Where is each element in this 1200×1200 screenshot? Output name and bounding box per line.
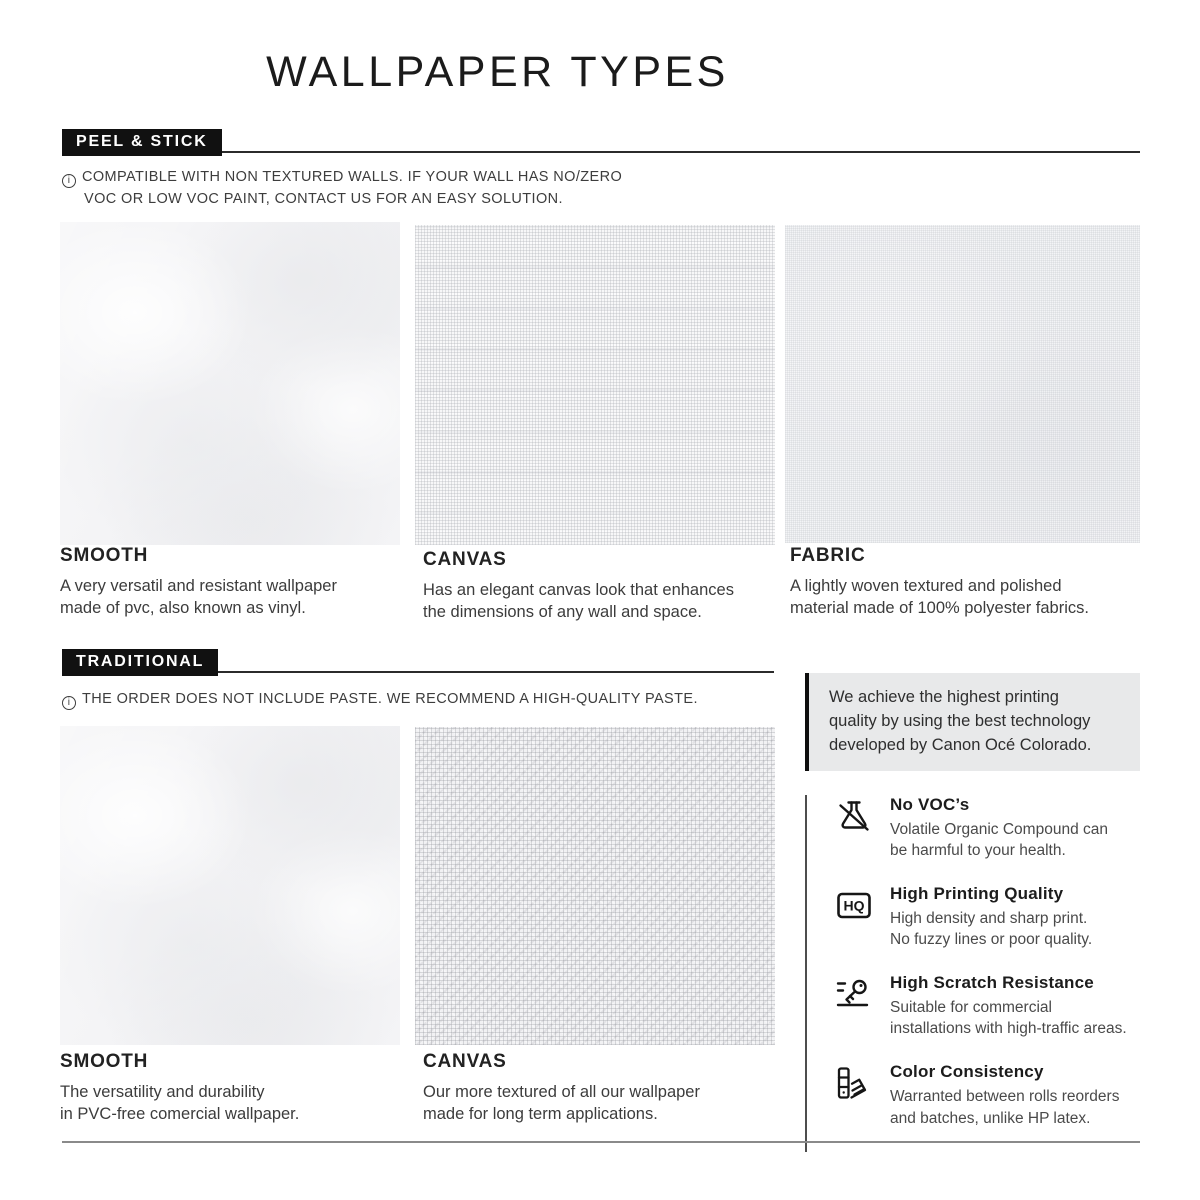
feature-title: High Scratch Resistance [890,973,1094,993]
caption-peel-canvas [423,549,793,624]
hq-badge-icon [834,885,874,925]
swatch-description [60,576,430,620]
page-title: WALLPAPER TYPES [266,48,729,96]
swatch-peel-smooth-texture [60,222,400,545]
traditional-note-line [62,688,698,710]
callout-line: We achieve the highest printing [829,688,1059,706]
swatch-name: FABRIC [790,545,866,566]
feature-no-vocs [834,795,1150,861]
swatch-description [60,1082,430,1126]
desc-line: High density and sharp print. [890,910,1088,928]
swatch-name: SMOOTH [60,1051,149,1072]
desc-line: made for long term applications. [423,1104,658,1123]
feature-title: High Printing Quality [890,884,1064,904]
section-badge-traditional: TRADITIONAL [62,649,218,676]
desc-line: The versatility and durability [60,1083,265,1101]
swatch-peel-fabric-texture [785,225,1140,543]
feature-list [805,795,1150,1152]
callout-line: quality by using the best technology [829,711,1091,730]
desc-line: Our more textured of all our wallpaper [423,1083,700,1101]
swatch-description [423,580,793,624]
swatch-description [423,1082,793,1126]
desc-line: and batches, unlike HP latex. [890,1109,1091,1127]
desc-line: A very versatil and resistant wallpaper [60,577,337,595]
feature-high-printing-quality [834,884,1150,950]
feature-text [890,1062,1119,1128]
note-text: THE ORDER DOES NOT INCLUDE PASTE. WE RECOMMEND A HIGH-QUALITY PASTE. [82,691,698,707]
desc-line: installations with high-traffic areas. [890,1020,1127,1038]
desc-line: material made of 100% polyester fabrics. [790,598,1089,617]
svg-text:HQ: HQ [843,897,865,914]
desc-line: the dimensions of any wall and space. [423,602,702,621]
desc-line: Volatile Organic Compound can [890,821,1108,838]
desc-line: Warranted between rolls reorders [890,1088,1120,1106]
feature-title: Color Consistency [890,1062,1044,1082]
swatch-traditional-canvas-texture [415,727,775,1045]
no-voc-flask-icon [834,796,874,836]
color-swatches-icon [834,1063,874,1103]
feature-text [890,884,1092,950]
desc-line: No fuzzy lines or poor quality. [890,931,1093,949]
caption-traditional-canvas [423,1051,793,1126]
feature-description [890,908,1092,950]
swatch-name: SMOOTH [60,545,149,566]
desc-line: be harmful to your health. [890,842,1066,860]
callout-line: developed by Canon Océ Colorado. [829,735,1092,754]
desc-line: Has an elegant canvas look that enhances [423,581,734,599]
desc-line: Suitable for commercial [890,999,1052,1017]
peel-stick-note [62,166,622,210]
feature-title: No VOC’s [890,795,970,814]
printing-quality-callout [805,673,1140,771]
feature-description [890,997,1127,1039]
caption-peel-smooth [60,545,430,620]
caption-traditional-smooth [60,1051,430,1126]
peel-stick-note-line1 [62,166,622,188]
feature-description [890,819,1108,861]
feature-description [890,1086,1119,1128]
traditional-note [62,688,698,710]
swatch-name: CANVAS [423,1051,507,1072]
swatch-traditional-smooth-texture [60,726,400,1045]
scratch-key-icon [834,974,874,1014]
desc-line: made of pvc, also known as vinyl. [60,598,306,617]
desc-line: A lightly woven textured and polished [790,577,1062,595]
section-rule-peel-and-stick [62,151,1140,153]
note-text: COMPATIBLE WITH NON TEXTURED WALLS. IF YOUR WALL HAS NO/ZERO [82,169,623,185]
info-icon [62,174,76,188]
section-badge-peel-and-stick: PEEL & STICK [62,129,222,156]
bottom-divider [62,1141,1140,1143]
swatch-peel-canvas-texture [415,225,775,545]
info-icon [62,696,76,710]
caption-peel-fabric [790,545,1160,620]
feature-high-scratch-resistance [834,973,1150,1039]
swatch-name: CANVAS [423,549,507,570]
feature-text [890,795,1108,861]
desc-line: in PVC-free comercial wallpaper. [60,1104,300,1123]
peel-stick-note-line2: VOC OR LOW VOC PAINT, CONTACT US FOR AN EASY SOLUTION. [84,191,563,207]
swatch-description [790,576,1160,620]
feature-text [890,973,1127,1039]
feature-color-consistency [834,1062,1150,1128]
